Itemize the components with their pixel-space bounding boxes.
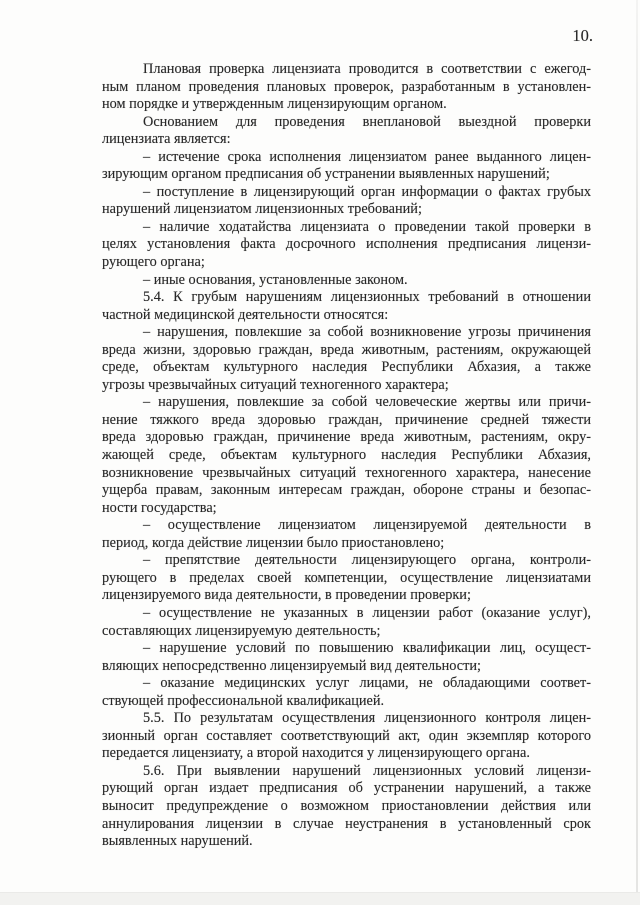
paragraph [102, 184, 591, 219]
text-line: ным планом проведения плановых проверок, разработанным в установлен- [102, 78, 591, 95]
paragraph [102, 710, 591, 763]
text-line: ности государства; [102, 499, 217, 516]
paragraph [102, 114, 591, 149]
text-line: – поступление в лицензирующий орган информации о фактах грубых [143, 183, 591, 200]
text-line: ущерба правам, законным интересам граждан, обороне страны и безопас- [102, 482, 591, 499]
paragraph [102, 272, 591, 290]
text-line: частной медицинской деятельности относятся: [102, 306, 389, 323]
paragraph [102, 394, 591, 517]
text-line: возникновение чрезвычайных ситуаций техногенного характера, нанесение [102, 464, 591, 481]
text-line: зионный орган составляет соответствующий акт, один экземпляр которого [102, 727, 591, 744]
text-line: зирующим органом предписания об устранении выявленных нарушений; [102, 166, 550, 183]
scan-bottom-shadow [0, 892, 640, 905]
paragraph [102, 289, 591, 324]
text-line: выявленных нарушений. [102, 833, 253, 850]
paragraph [102, 149, 591, 184]
text-line: ном порядке и утвержденным лицензирующим органом. [102, 96, 447, 113]
scan-edge-artifact [636, 0, 638, 905]
text-line: аннулирования лицензии в случае неустранения в установленный срок [102, 815, 591, 832]
text-line: – истечение срока исполнения лицензиатом ранее выданного лицен- [143, 148, 591, 165]
paragraph [102, 219, 591, 272]
text-line: рующего в пределах своей компетенции, осуществление лицензиатами [102, 569, 591, 586]
paragraph [102, 605, 591, 640]
paragraph [102, 61, 591, 114]
page-number: 10. [572, 26, 593, 45]
paragraph [102, 640, 591, 675]
text-line: рующий орган издает предписания об устранении нарушений, а также [102, 780, 591, 797]
text-line: – нарушения, повлекшие за собой возникновение угрозы причинения [143, 324, 591, 341]
text-line: – оказание медицинских услуг лицами, не обладающими соответ- [143, 675, 591, 692]
text-line: вреда здоровью граждан, причинение вреда животным, растениям, окру- [102, 429, 591, 446]
text-line: лицензируемого вида деятельности, в проведении проверки; [102, 587, 471, 604]
text-line: период, когда действие лицензии было приостановлено; [102, 534, 445, 551]
text-line: – осуществление лицензиатом лицензируемой деятельности в [143, 517, 591, 534]
text-line: 5.4. К грубым нарушениям лицензионных требований в отношении [143, 289, 591, 306]
text-line: – наличие ходатайства лицензиата о проведении такой проверки в [143, 218, 591, 235]
paragraph [102, 552, 591, 605]
text-line: 5.5. По результатам осуществления лицензионного контроля лицен- [143, 710, 591, 727]
text-line: целях установления факта досрочного исполнения предписания лицензи- [102, 236, 591, 253]
text-line: лицензиата является: [102, 131, 231, 148]
text-line: – иные основания, установленные законом. [143, 271, 408, 288]
text-line: Основанием для проведения внеплановой выездной проверки [143, 113, 591, 130]
text-line: – нарушение условий по повышению квалификации лиц, осущест- [143, 640, 591, 657]
text-line: угрозы чрезвычайных ситуаций техногенного характера; [102, 376, 449, 393]
text-line: передается лицензиату, а второй находится у лицензирующего органа. [102, 745, 530, 762]
text-line: выносит предупреждение о возможном приостановлении действия или [102, 797, 591, 814]
text-line: жающей среде, объектам культурного наследия Республики Абхазия, [102, 447, 591, 464]
text-line: – осуществление не указанных в лицензии работ (оказание услуг), [143, 604, 591, 621]
text-line: – препятствие деятельности лицензирующего органа, контроли- [143, 552, 591, 569]
text-line: нарушений лицензиатом лицензионных требований; [102, 201, 422, 218]
text-line: – нарушения, повлекшие за собой человеческие жертвы или причи- [143, 394, 591, 411]
paragraph [102, 763, 591, 851]
paragraph [102, 675, 591, 710]
text-line: нение тяжкого вреда здоровью граждан, причинение средней тяжести [102, 411, 591, 428]
text-line: рующего органа; [102, 254, 205, 271]
paragraph [102, 517, 591, 552]
text-line: вляющих непосредственно лицензируемый вид деятельности; [102, 657, 481, 674]
text-line: вреда жизни, здоровью граждан, вреда животным, растениям, окружающей [102, 341, 591, 358]
text-line: составляющих лицензируемую деятельность; [102, 622, 381, 639]
paragraph [102, 324, 591, 394]
text-line: ствующей профессиональной квалификацией. [102, 692, 385, 709]
text-line: Плановая проверка лицензиата проводится в соответствии с ежегод- [143, 61, 591, 77]
text-block [102, 61, 591, 851]
text-line: 5.6. При выявлении нарушений лицензионных условий лицензи- [143, 762, 591, 779]
text-line: среде, объектам культурного наследия Республики Абхазия, а также [102, 359, 591, 376]
